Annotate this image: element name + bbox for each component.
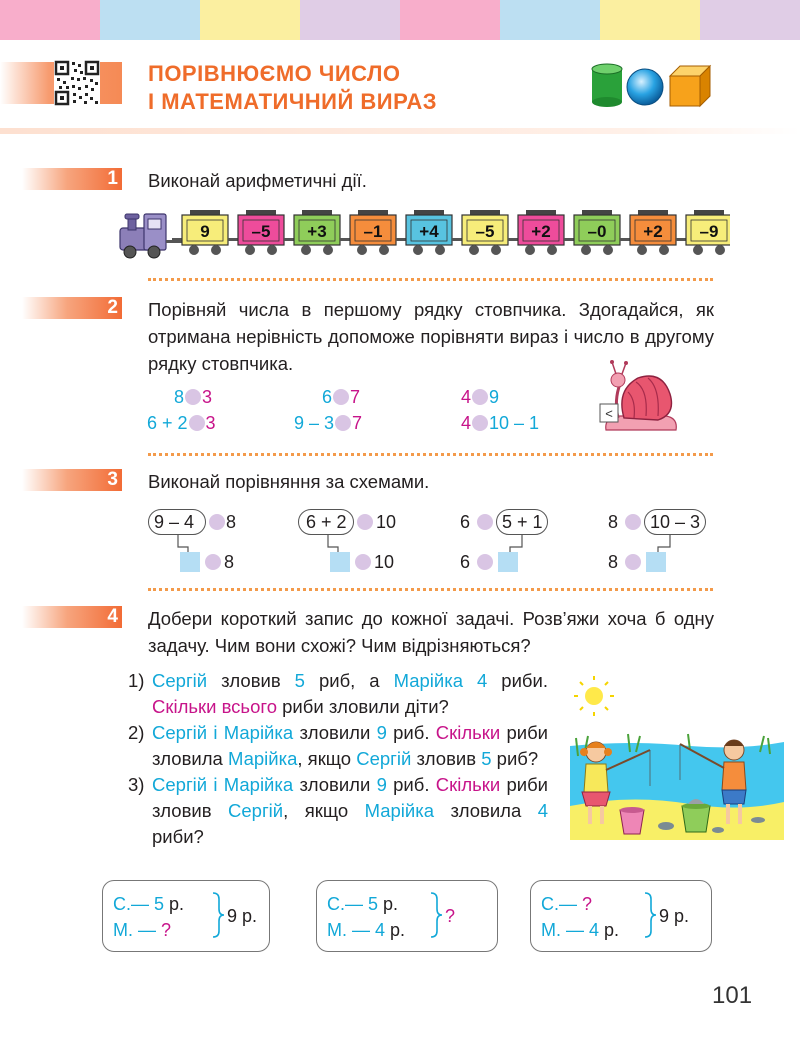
scheme-number: 8 (226, 512, 237, 532)
answer-box[interactable] (646, 552, 666, 572)
comparison-circle[interactable] (333, 389, 349, 405)
note-line-2: М. — 4 р. (327, 920, 406, 940)
color-strip-segment (200, 0, 300, 40)
train-illustration (118, 208, 730, 260)
number-right: 7 (350, 387, 361, 407)
comparison-circle[interactable] (625, 514, 641, 530)
locomotive-icon (120, 214, 184, 258)
train-wagon (172, 210, 228, 255)
train-wagon (228, 210, 284, 255)
cylinder-icon (592, 64, 622, 107)
problem-number: 2) (128, 722, 145, 743)
note-line-1: С.— ? (541, 894, 593, 914)
cube-icon (670, 66, 710, 106)
bucket-icon (620, 807, 644, 834)
task4-instruction: Добери короткий запис до кожної задачі. Розв’яжи хоча б одну задачу. Чим вони схожі? Чим відрізняються? (148, 608, 714, 656)
train-wagon (284, 210, 340, 255)
task-number-badge-1 (22, 168, 122, 190)
dotted-divider (148, 588, 713, 591)
answer-box[interactable] (180, 552, 200, 572)
comparison-circle[interactable] (472, 389, 488, 405)
wagon-label: 9 (200, 222, 210, 241)
comparison-item (461, 386, 499, 408)
task-number-badge-4 (22, 606, 122, 628)
word-problem (128, 772, 548, 850)
number-right: 3 (205, 413, 216, 433)
word-problem (128, 668, 548, 720)
task-number: 1 (107, 168, 118, 189)
task2-instruction: Порівняй числа в першому рядку стовпчика. Здогадайся, як отримана нерівність допоможе порівняти вираз і число в другому рядку стовпчика. (148, 299, 714, 374)
number-left: 4 (461, 387, 472, 407)
top-color-strip (0, 0, 800, 40)
dotted-divider (148, 453, 713, 456)
note-line-1: С.— 5 р. (113, 894, 185, 914)
short-note-card[interactable] (530, 880, 712, 952)
comparison-scheme (460, 506, 560, 576)
wagon-label: –9 (699, 222, 719, 241)
fishing-children-illustration (570, 676, 784, 840)
scheme-number: 10 (374, 552, 395, 572)
task-number-badge-3 (22, 469, 122, 491)
comparison-circle[interactable] (477, 514, 493, 530)
problem-text: Сергій зловив 5 риб, а Марійка 4 риби. Скільки всього риби зловили діти? (152, 670, 548, 717)
answer-box[interactable] (498, 552, 518, 572)
comparison-circle[interactable] (185, 389, 201, 405)
train-wagon (620, 210, 676, 255)
task-number: 4 (107, 606, 118, 627)
problem-text: Сергій і Марійка зловили 9 риб. Скільки риби зловила Марійка, якщо Сергій зловив 5 риб? (152, 722, 548, 769)
comparison-circle[interactable] (477, 554, 493, 570)
comparison-circle[interactable] (357, 514, 373, 530)
brace-icon (429, 891, 443, 939)
comparison-circle[interactable] (205, 554, 221, 570)
comparison-scheme (298, 506, 418, 576)
brace-icon (211, 891, 225, 939)
expression-left: 6 + 2 (147, 413, 188, 433)
number-right: 7 (352, 413, 363, 433)
wagon-label: +3 (307, 222, 327, 241)
comparison-scheme (608, 506, 712, 576)
problem-list (128, 668, 548, 850)
title-line-1: ПОРІВНЮЄМО ЧИСЛО (148, 61, 401, 86)
scheme-expression: 6 + 2 (306, 512, 347, 532)
scheme-number: 6 (460, 512, 471, 532)
note-line-1: С.— 5 р. (327, 894, 399, 914)
page-title (148, 60, 437, 116)
snail-sign: < (605, 406, 613, 421)
scheme-expression: 5 + 1 (502, 512, 543, 532)
comparison-circle[interactable] (335, 415, 351, 431)
color-strip-segment (400, 0, 500, 40)
qr-code-icon[interactable] (54, 60, 100, 106)
scheme-number: 8 (608, 552, 619, 572)
page-number: 101 (712, 982, 753, 1009)
wagon-label: +2 (643, 222, 663, 241)
note-total: 9 р. (659, 906, 690, 926)
expression-left: 9 – 3 (294, 413, 335, 433)
train-wagon (340, 210, 396, 255)
task-number-badge-2 (22, 297, 122, 319)
comparison-circle[interactable] (472, 415, 488, 431)
short-note-card[interactable] (102, 880, 270, 952)
comparison-scheme (148, 506, 258, 576)
wagon-label: –0 (587, 222, 607, 241)
wagon-label: –5 (251, 222, 271, 241)
scheme-number: 6 (460, 552, 471, 572)
wagon-label: +4 (419, 222, 439, 241)
note-total: 9 р. (227, 906, 258, 926)
train-wagon (396, 210, 452, 255)
comparison-item (294, 412, 362, 434)
color-strip-segment (500, 0, 600, 40)
train-wagon (452, 210, 508, 255)
comparison-circle[interactable] (189, 415, 205, 431)
note-line-2: М. — 4 р. (541, 920, 620, 940)
expression-right: 10 – 1 (489, 413, 540, 433)
train-wagon (508, 210, 564, 255)
comparison-item (322, 386, 360, 408)
scheme-expression: 9 – 4 (154, 512, 195, 532)
color-strip-segment (100, 0, 200, 40)
brace-icon (643, 891, 657, 939)
problem-number: 1) (128, 670, 145, 691)
comparison-item (461, 412, 539, 434)
comparison-circle[interactable] (355, 554, 371, 570)
wagon-label: –1 (363, 222, 383, 241)
scheme-number: 8 (608, 512, 619, 532)
word-problem (128, 720, 548, 772)
short-note-card[interactable] (316, 880, 498, 952)
wagon-label: +2 (531, 222, 551, 241)
color-strip-segment (700, 0, 800, 40)
comparison-item (147, 412, 216, 434)
snail-illustration (596, 360, 680, 440)
problem-number: 3) (128, 774, 145, 795)
scheme-number: 8 (224, 552, 235, 572)
sphere-icon (627, 69, 663, 105)
color-strip-segment (600, 0, 700, 40)
train-wagon (564, 210, 620, 255)
comparison-circle[interactable] (209, 514, 225, 530)
note-total: ? (445, 906, 456, 926)
title-line-2: І МАТЕМАТИЧНИЙ ВИРАЗ (148, 89, 438, 114)
answer-box[interactable] (330, 552, 350, 572)
note-line-2: М. — ? (113, 920, 172, 940)
task3-instruction: Виконай порівняння за схемами. (148, 471, 430, 492)
comparison-item (174, 386, 212, 408)
color-strip-segment (300, 0, 400, 40)
number-right: 9 (489, 387, 500, 407)
fish-bucket-icon (682, 799, 710, 832)
geometric-shapes-icon (588, 60, 714, 110)
task-number: 3 (107, 469, 118, 490)
color-strip-segment (0, 0, 100, 40)
task-number: 2 (107, 297, 118, 318)
number-right: 3 (202, 387, 213, 407)
dotted-divider (148, 278, 713, 281)
header-divider (0, 128, 800, 134)
scheme-expression: 10 – 3 (650, 512, 701, 532)
sun-icon (574, 676, 614, 716)
wagon-label: –5 (475, 222, 495, 241)
scheme-number: 10 (376, 512, 397, 532)
number-left: 4 (461, 413, 472, 433)
problem-text: Сергій і Марійка зловили 9 риб. Скільки риби зловив Сергій, якщо Марійка зловила 4 риби? (152, 774, 548, 847)
comparison-circle[interactable] (625, 554, 641, 570)
number-left: 8 (174, 387, 185, 407)
train-wagon (676, 210, 730, 255)
task1-instruction: Виконай арифметичні дії. (148, 170, 367, 191)
number-left: 6 (322, 387, 333, 407)
